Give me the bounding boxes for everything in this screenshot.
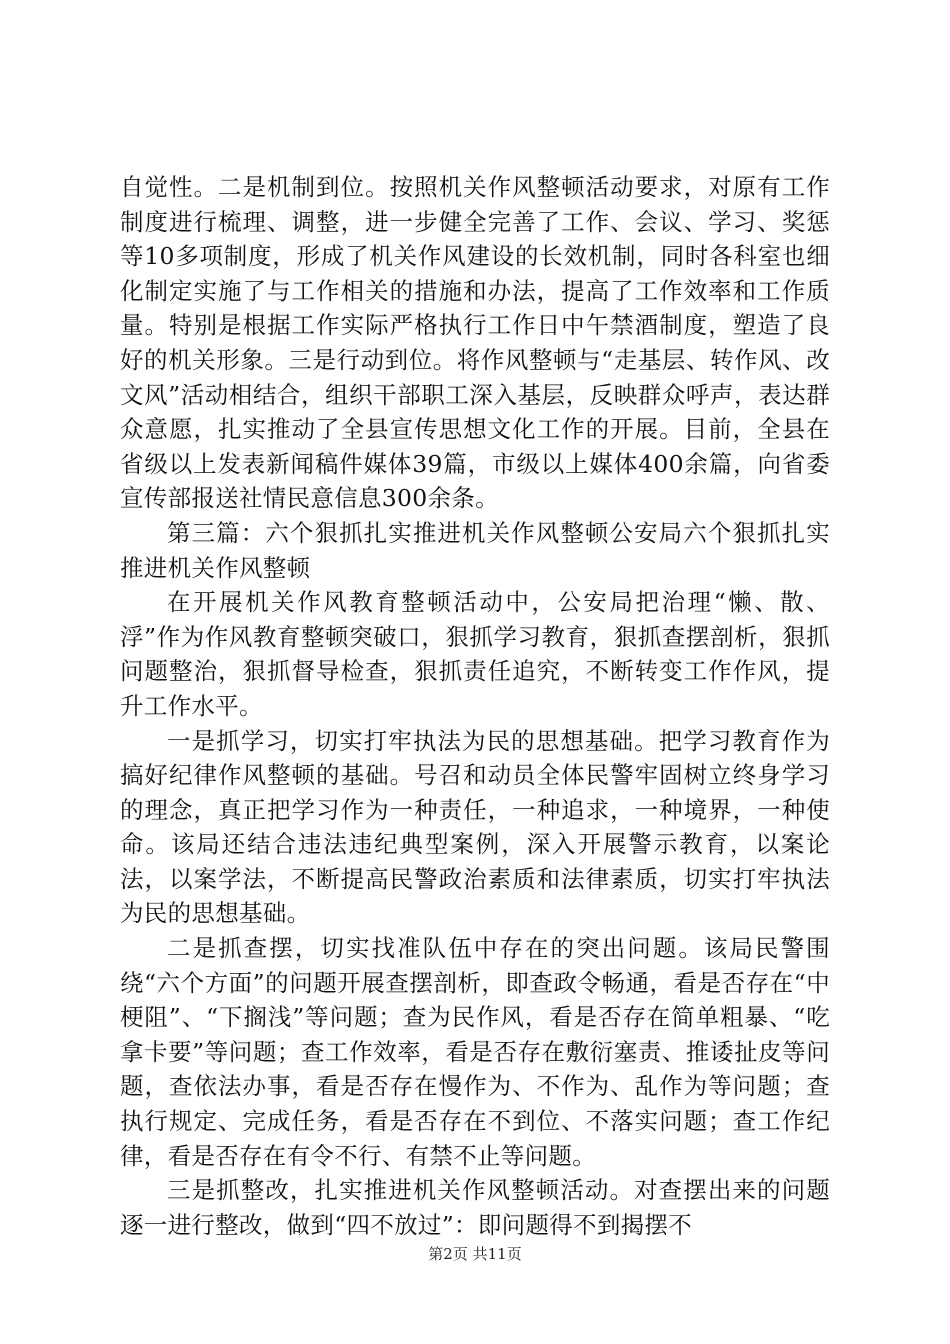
paragraph-point-three: 三是抓整改，扎实推进机关作风整顿活动。对查摆出来的问题逐一进行整改，做到“四不放过”：即问题得不到揭摆不 — [120, 1176, 830, 1239]
paragraph-intro: 在开展机关作风教育整顿活动中，公安局把治理“懒、散、浮”作为作风教育整顿突破口，狠抓学习教育，狠抓查摆剖析，狠抓问题整治，狠抓督导检查，狠抓责任追究，不断转变工作作风，提升工作水平。 — [120, 588, 830, 720]
paragraph-point-two: 二是抓查摆，切实找准队伍中存在的突出问题。该局民警围绕“六个方面”的问题开展查摆剖析，即查政令畅通，看是否存在“中梗阻”、“下搁浅”等问题；查为民作风，看是否存在简单粗暴、“吃拿卡要”等问题；查工作效率，看是否存在敷衍塞责、推诿扯皮等问题，查依法办事，看是否存在慢作为、不作为、乱作为等问题；查执行规定、完成任务，看是否存在不到位、不落实问题；查工作纪律，看是否存在有令不行、有禁不止等问题。 — [120, 934, 830, 1170]
page-number: 第2页 共11页 — [428, 1245, 522, 1263]
section-heading: 第三篇：六个狠抓扎实推进机关作风整顿公安局六个狠抓扎实推进机关作风整顿 — [120, 518, 830, 582]
paragraph-point-one: 一是抓学习，切实打牢执法为民的思想基础。把学习教育作为搞好纪律作风整顿的基础。号召和动员全体民警牢固树立终身学习的理念，真正把学习作为一种责任，一种追求，一种境界，一种使命。该局还结合违法违纪典型案例，深入开展警示教育，以案论法，以案学法，不断提高民警政治素质和法律素质，切实打牢执法为民的思想基础。 — [120, 726, 830, 928]
paragraph-continuation: 自觉性。二是机制到位。按照机关作风整顿活动要求，对原有工作制度进行梳理、调整，进一步健全完善了工作、会议、学习、奖惩等10多项制度，形成了机关作风建设的长效机制，同时各科室也细化制定实施了与工作相关的措施和办法，提高了工作效率和工作质量。特别是根据工作实际严格执行工作日中午禁酒制度，塑造了良好的机关形象。三是行动到位。将作风整顿与“走基层、转作风、改文风”活动相结合，组织干部职工深入基层，反映群众呼声，表达群众意愿，扎实推动了全县宣传思想文化工作的开展。目前，全县在省级以上发表新闻稿件媒体39篇，市级以上媒体400余篇，向省委宣传部报送社情民意信息300余条。 — [120, 173, 830, 513]
document-body — [120, 170, 830, 1242]
